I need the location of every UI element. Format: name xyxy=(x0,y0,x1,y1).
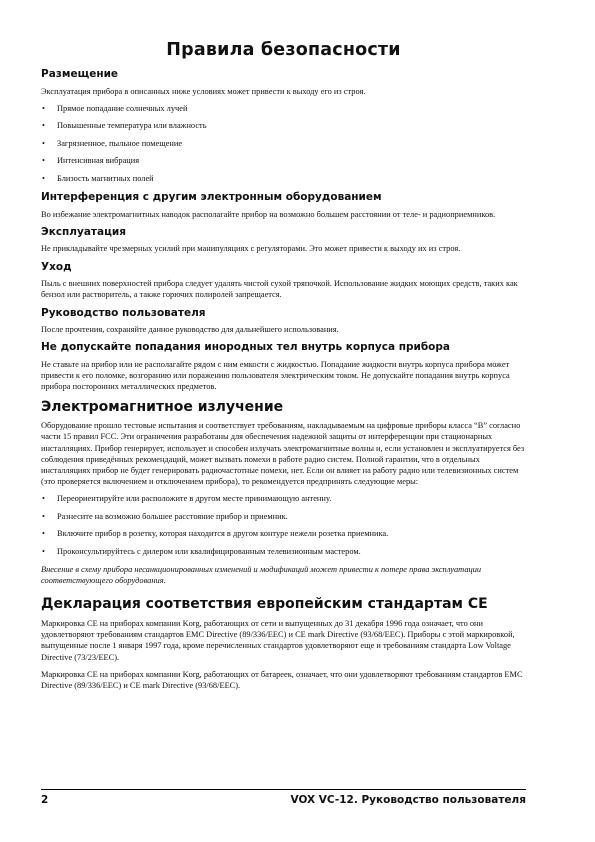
section-placement xyxy=(41,68,526,184)
section-heading: Размещение xyxy=(41,68,119,80)
section-emi xyxy=(41,399,526,587)
section-text: После прочтения, сохраняйте данное руководство для дальнейшего использования. xyxy=(41,325,339,335)
list-item xyxy=(41,528,526,539)
page-title: Правила безопасности xyxy=(166,40,401,60)
section-text: Эксплуатация прибора в описанных ниже условиях может привести к выходу его из строя. xyxy=(41,86,366,96)
section-heading-large: Декларация соответствия европейским стандартам CE xyxy=(41,596,488,613)
bullet-icon: • xyxy=(42,546,45,556)
placement-list xyxy=(41,103,526,184)
list-item-text: Включите прибор в розетку, которая находится в другом контуре нежели розетка приемника. xyxy=(57,529,389,539)
list-item-text: Прямое попадание солнечных лучей xyxy=(57,103,188,113)
footer-doc-title: VOX VC-12. Руководство пользователя xyxy=(290,794,526,806)
section-heading: Уход xyxy=(41,260,72,273)
bullet-icon: • xyxy=(42,494,45,504)
bullet-icon: • xyxy=(42,103,45,113)
section-ce xyxy=(41,596,526,691)
page-content xyxy=(41,40,526,697)
list-item xyxy=(41,493,526,504)
bullet-icon: • xyxy=(42,529,45,539)
section-foreign-objects xyxy=(41,341,526,392)
bullet-icon: • xyxy=(42,173,45,183)
list-item xyxy=(41,103,526,114)
footer-rule xyxy=(41,789,526,790)
section-care xyxy=(41,261,526,301)
list-item-text: Проконсультируйтесь с дилером или квалифицированным телевизионным мастером. xyxy=(57,546,361,556)
list-item xyxy=(41,138,526,149)
list-item-text: Загрязненное, пыльное помещение xyxy=(57,138,183,148)
bullet-icon: • xyxy=(42,511,45,521)
section-text: Во избежание электромагнитных наводок располагайте прибор на возможно большем расстоянии от теле- и радиоприемников. xyxy=(41,209,496,219)
bullet-icon: • xyxy=(42,156,45,166)
emi-list xyxy=(41,493,526,557)
section-operation xyxy=(41,226,526,255)
list-item-text: Разнесите на возможно большее расстояние прибор и приемник. xyxy=(57,511,288,521)
list-item xyxy=(41,546,526,557)
section-text: Маркировка CE на приборах компании Korg, работающих от сети и выпущенных до 31 декабря 1996 года означает, что они удовлетворяют требованиям стандартов EMC Directive (89/336/EEC) и CE mark Directive (93/68/EEC). Приборы с этой маркировкой, выпущенные после 1 января 1997 года, кроме перечисленных стандартов удовлетворяют еще и требованиям стандарта Low Voltage Directive (73/23/EEC). xyxy=(41,618,515,662)
page-footer xyxy=(41,789,526,805)
section-text: Не ставьте на прибор или не располагайте рядом с ним емкости с жидкостью. Попадание жидкости внутрь корпуса прибора может привести к его поломке, возгоранию или поражению пользователя электрическим током. Не допускайте попадания внутрь корпуса прибора посторонних металлических предметов. xyxy=(41,359,510,392)
section-heading: Интерференция с другим электронным оборудованием xyxy=(41,191,382,203)
list-item-text: Повышенные температура или влажность xyxy=(57,121,207,131)
section-heading: Эксплуатация xyxy=(41,225,126,238)
list-item xyxy=(41,173,526,184)
list-item xyxy=(41,120,526,131)
section-text: Пыль с внешних поверхностей прибора следует удалять чистой сухой тряпочкой. Использование жидких моющих средств, таких как бензол или растворитель, а также горючих полиролей запрещается. xyxy=(41,279,518,300)
list-item-text: Близость магнитных полей xyxy=(57,173,154,183)
section-heading: Руководство пользователя xyxy=(41,306,206,319)
section-heading-large: Электромагнитное излучение xyxy=(41,398,284,415)
list-item xyxy=(41,511,526,522)
emi-note: Внесение в схему прибора несанкционированных изменений и модификаций может привести к потере права эксплуатации соответствующего оборудования. xyxy=(41,565,482,586)
bullet-icon: • xyxy=(42,121,45,131)
list-item-text: Интенсивная вибрация xyxy=(57,156,140,166)
section-text: Оборудование прошло тестовые испытания и соответствует требованиям, накладываемым на цифровые приборы класса “B” согласно части 15 правил FCC. Эти ограничения разработаны для обеспечения надежной защиты от интерференции при стационарных инсталляциях. Прибор генерирует, использует и способен излучать электромагнитные волны и, если установлен и эксплуатируется без соблюдения приведённых рекомендаций, может вызвать помехи в работе радио систем. Полной гарантии, что в отдельных инсталляциях прибор не будет генерировать радиочастотные помехи, нет. Если он влияет на работу радио или телевизионных систем (это проверяется включением и отключением прибора), то рекомендуется предпринять следующие меры: xyxy=(41,421,525,487)
bullet-icon: • xyxy=(42,138,45,148)
section-text: Не прикладывайте чрезмерных усилий при манипуляциях с регуляторами. Это может привести к выходу их из строя. xyxy=(41,244,461,254)
page-number: 2 xyxy=(41,794,49,806)
section-heading: Не допускайте попадания инородных тел внутрь корпуса прибора xyxy=(41,341,450,354)
section-text: Маркировка CE на приборах компании Korg, работающих от батареек, означает, что они удовлетворяют требованиям стандартов EMC Directive (89/336/EEC) и CE mark Directive (93/68/EEC). xyxy=(41,669,523,690)
section-manual xyxy=(41,307,526,336)
list-item-text: Переориентируйте или расположите в другом месте принимающую антенну. xyxy=(57,494,332,504)
section-interference xyxy=(41,191,526,220)
list-item xyxy=(41,155,526,166)
